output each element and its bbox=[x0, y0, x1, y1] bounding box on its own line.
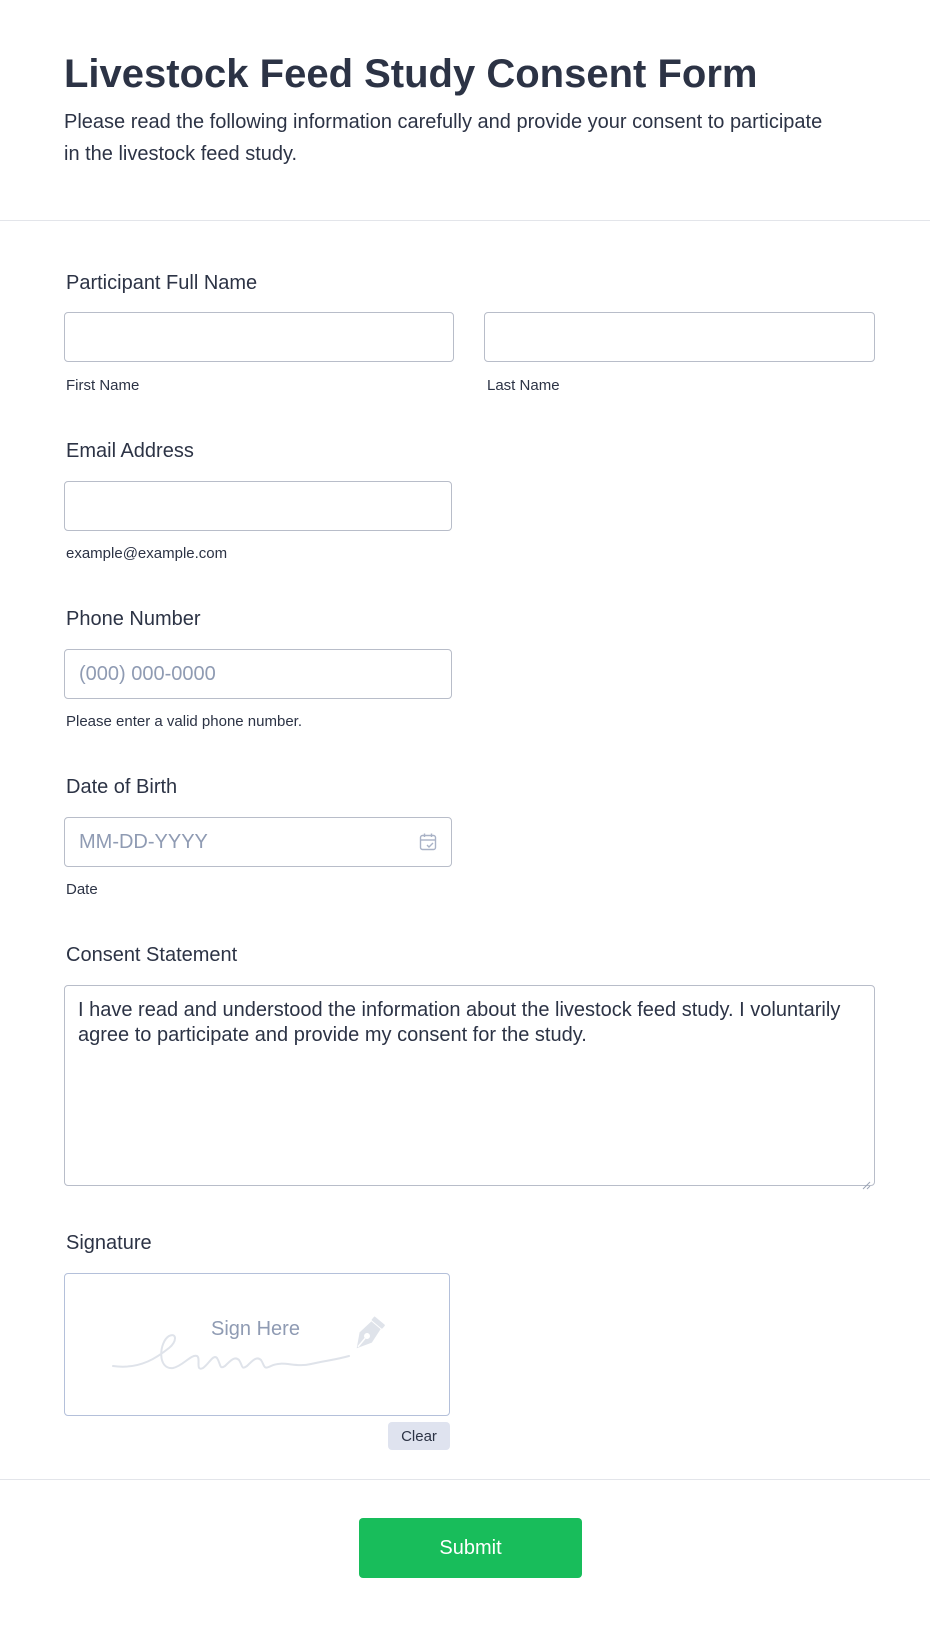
pen-nib-icon bbox=[345, 1316, 389, 1356]
calendar-icon[interactable] bbox=[418, 832, 438, 852]
submit-button[interactable]: Submit bbox=[359, 1518, 582, 1578]
dob-input[interactable] bbox=[64, 817, 452, 867]
consent-label: Consent Statement bbox=[66, 944, 238, 966]
form-title: Livestock Feed Study Consent Form bbox=[64, 52, 758, 96]
signature-pad[interactable] bbox=[64, 1273, 450, 1416]
clear-signature-button[interactable]: Clear bbox=[388, 1422, 450, 1450]
signature-placeholder: Sign Here bbox=[211, 1318, 300, 1340]
email-sublabel: example@example.com bbox=[66, 545, 228, 562]
last-name-sublabel: Last Name bbox=[487, 377, 560, 394]
email-input[interactable] bbox=[64, 481, 452, 531]
phone-placeholder: (000) 000-0000 bbox=[79, 662, 216, 685]
first-name-input[interactable] bbox=[64, 312, 454, 362]
dob-sublabel: Date bbox=[66, 881, 98, 898]
consent-textarea[interactable] bbox=[64, 985, 875, 1186]
phone-label: Phone Number bbox=[66, 608, 201, 630]
full-name-label: Participant Full Name bbox=[66, 272, 258, 294]
dob-placeholder: MM-DD-YYYY bbox=[79, 830, 208, 853]
resize-handle-icon[interactable] bbox=[861, 1172, 871, 1182]
form-description: Please read the following information carefully and provide your consent to participate in the livestock feed study. bbox=[64, 111, 823, 165]
signature-label: Signature bbox=[66, 1232, 152, 1254]
first-name-sublabel: First Name bbox=[66, 377, 140, 394]
email-label: Email Address bbox=[66, 440, 194, 462]
phone-sublabel: Please enter a valid phone number. bbox=[66, 713, 302, 730]
form-header bbox=[0, 0, 930, 221]
consent-text: I have read and understood the information about the livestock feed study. I voluntarily agree to participate and provide my consent for the study. bbox=[78, 999, 841, 1046]
phone-input[interactable] bbox=[64, 649, 452, 699]
dob-label: Date of Birth bbox=[66, 776, 178, 798]
footer-divider bbox=[0, 1479, 930, 1480]
last-name-input[interactable] bbox=[484, 312, 875, 362]
